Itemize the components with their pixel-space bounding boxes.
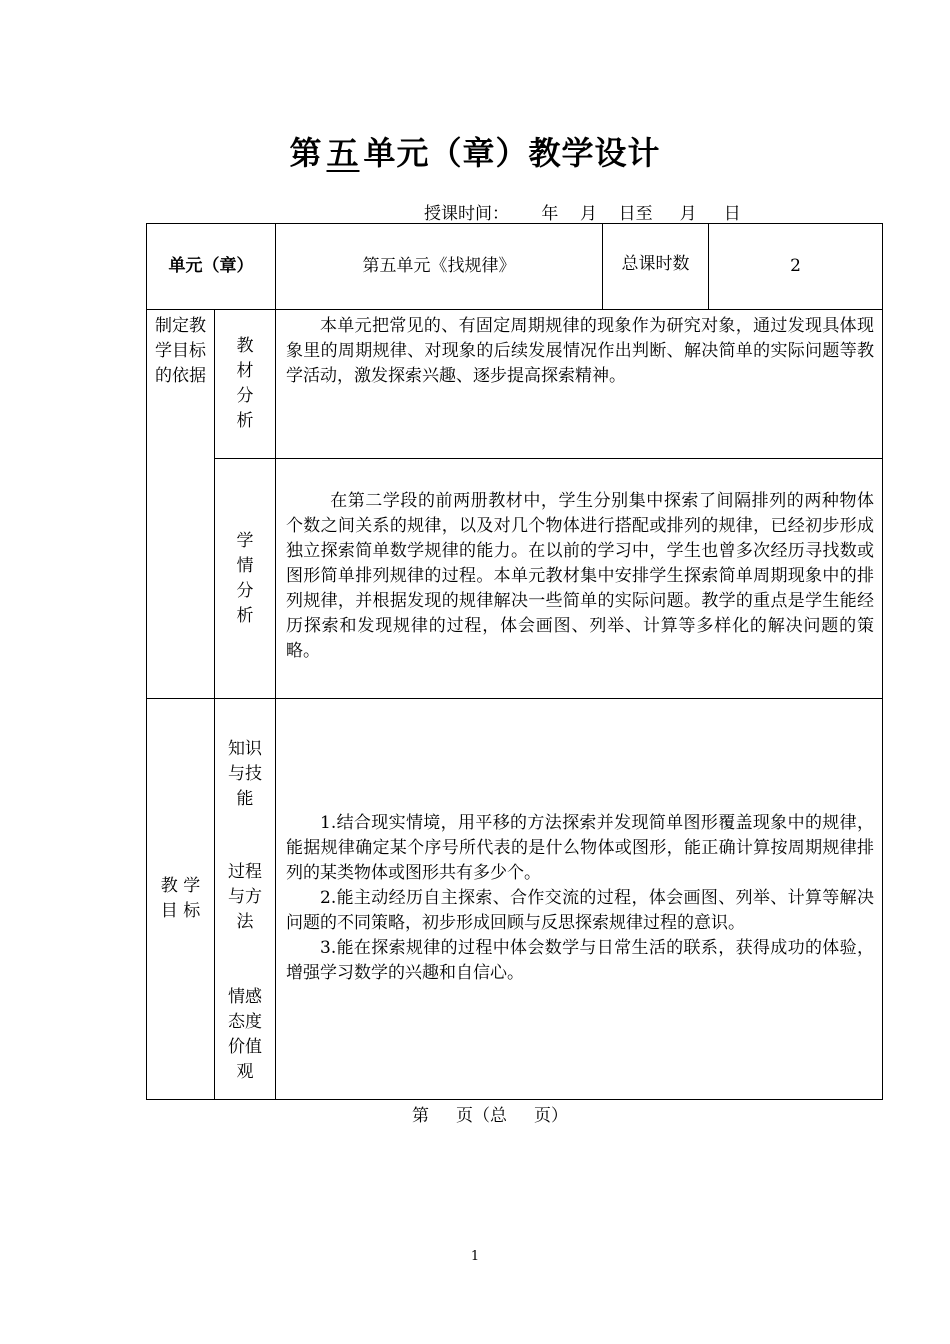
process-methods-label: 过程与方法	[228, 862, 262, 932]
hours-label: 总课时数	[603, 224, 709, 310]
unit-label: 单元（章）	[147, 224, 276, 310]
lesson-design-table	[146, 223, 883, 1100]
hours-value: 2	[709, 224, 883, 310]
students-analysis	[276, 459, 883, 699]
page-title	[0, 128, 950, 174]
page-footer: 第 页（总 页）	[412, 1106, 569, 1126]
material-row	[147, 310, 883, 459]
material-analysis	[276, 310, 883, 459]
students-label	[215, 459, 276, 699]
goal-item: 2.能主动经历自主探索、合作交流的过程，体会画图、列举、计算等解决问题的不同策略，初步形成回顾与反思探索规律过程的意识。	[286, 888, 874, 933]
header-row	[147, 224, 883, 310]
students-row	[147, 459, 883, 699]
spacer	[223, 935, 267, 985]
title-suffix: 单元（章）教学设计	[363, 134, 661, 172]
material-label	[215, 310, 276, 459]
goals-row	[147, 699, 883, 1100]
spacer	[223, 812, 267, 860]
schedule-line: 授课时间： 年 月 日至 月 日	[424, 204, 741, 224]
goals-sub-labels	[215, 699, 276, 1100]
title-unit-number: 五	[326, 134, 360, 172]
title-prefix: 第	[289, 134, 323, 172]
students-label-text: 学情分析	[236, 530, 254, 626]
material-text: 本单元把常见的、有固定周期规律的现象作为研究对象，通过发现具体现象里的周期规律、对现象的后续发展情况作出判断、解决简单的实际问题等教学活动，激发探索兴趣、逐步提高探索精神。	[286, 316, 874, 386]
unit-value: 第五单元《找规律》	[276, 224, 603, 310]
goals-content	[276, 699, 883, 1100]
goals-group-label	[147, 699, 215, 1100]
page-number: 1	[470, 1249, 480, 1264]
goal-item: 3.能在探索规律的过程中体会数学与日常生活的联系，获得成功的体验，增强学习数学的兴趣和自信心。	[286, 938, 874, 983]
knowledge-skills-label: 知识与技能	[228, 739, 262, 809]
goal-item: 1.结合现实情境，用平移的方法探索并发现简单图形覆盖现象中的规律，能据规律确定某个序号所代表的是什么物体或图形，能正确计算按周期规律排列的某类物体或图形共有多少个。	[286, 813, 874, 883]
basis-group-text: 制定教学目标的依据	[155, 316, 206, 386]
material-label-text: 教材分析	[236, 336, 254, 431]
emotion-values-label: 情感态度价值观	[228, 987, 262, 1082]
basis-group-label	[147, 310, 215, 699]
goals-group-text: 教 学 目 标	[160, 876, 201, 921]
students-text: 在第二学段的前两册教材中，学生分别集中探索了间隔排列的两种物体个数之间关系的规律，以及对几个物体进行搭配或排列的规律，已经初步形成独立探索简单数学规律的能力。在以前的学习中，学生也曾多次经历寻找数或图形简单排列规律的过程。本单元教材集中安排学生探索简单周期现象中的排列规律，并根据发现的规律解决一些简单的实际问题。教学的重点是学生能经历探索和发现规律的过程，体会画图、列举、计算等多样化的解决问题的策略。	[286, 491, 874, 661]
